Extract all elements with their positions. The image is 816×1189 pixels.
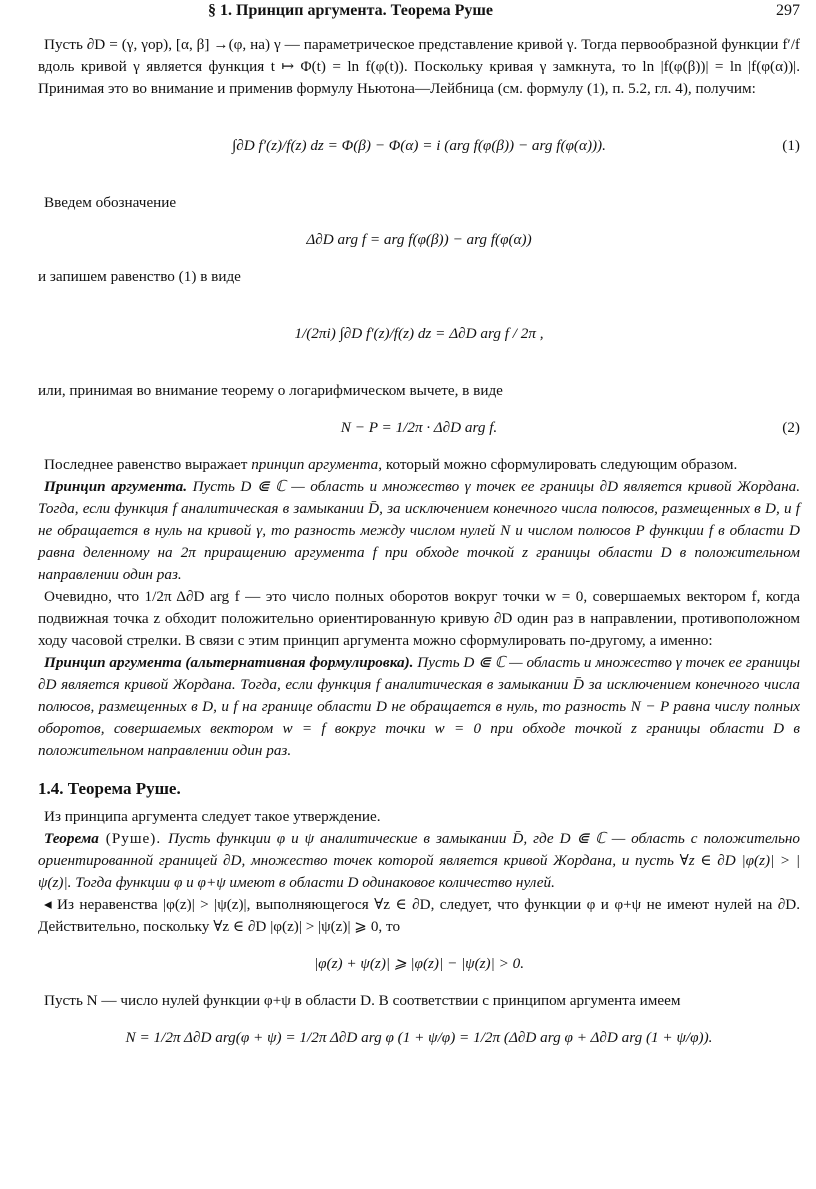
- paragraph: Пусть N — число нулей функции φ+ψ в области D. В соответствии с принципом аргумента имеем: [44, 992, 681, 1009]
- section-heading: 1.4. Теорема Руше.: [38, 779, 181, 798]
- theorem-argument-principle-alt: Принцип аргумента (альтернативная формулировка). Пусть D ⋐ ℂ — область и множество γ точек ее границы ∂D является кривой Жордана. Тогда, если функция f аналитическая в замыкании D̄ за исключением конечного числа полюсов, размещенных в D, и f на границе области D не обращается в нуль, то разность N − P равна числу полных оборотов, совершаемых вектором w = f вокруг точки w = 0 при обходе точкой z границы области D в положительном направлении один раз.: [38, 654, 800, 759]
- theorem-argument-principle: Принцип аргумента. Пусть D ⋐ ℂ — область и множество γ точек ее границы ∂D является кривой Жордана. Тогда, если функция f аналитическая в замыкании D̄, за исключением конечного числа полюсов, размещенных в D, и f не обращается в нуль на кривой γ, то разность между числом нулей N и числом полюсов P функции f в области D равна деленному на 2π приращению аргумента f при обходе точкой z границы области D в положительном направлении один раз.: [38, 478, 800, 583]
- running-title: § 1. Принцип аргумента. Теорема Руше: [208, 2, 493, 19]
- theorem-heading: Принцип аргумента.: [44, 478, 188, 495]
- theorem-rouche: Теорема (Руше). Пусть функции φ и ψ аналитические в замыкании D̄, где D ⋐ ℂ — область с положительно ориентированной границей ∂D, множество точек которой является кривой Жордана, и пусть ∀z ∈ ∂D |φ(z)| > |ψ(z)|. Тогда функции φ и φ+ψ имеют в области D одинаковое количество нулей.: [38, 830, 801, 891]
- paragraph: Введем обозначение: [44, 194, 177, 211]
- paragraph: Последнее равенство выражает принцип аргумента, который можно сформулировать следующим образом.: [44, 456, 738, 473]
- equation-definition: Δ∂D arg f = arg f(φ(β)) − arg f(φ(α)): [306, 231, 532, 248]
- paragraph: Из принципа аргумента следует такое утверждение.: [44, 808, 381, 825]
- theorem-heading: Принцип аргумента (альтернативная формулировка).: [44, 654, 414, 671]
- paragraph: Очевидно, что 1/2π Δ∂D arg f — это число полных оборотов вокруг точки w = 0, совершаемых вектором f, когда подвижная точка z обходит положительно ориентированную кривую ∂D один раз в направлении, противоположном ходу часовой стрелки. В связи с этим принцип аргумента можно сформулировать по-другому, а именно:: [38, 588, 800, 649]
- paragraph: и запишем равенство (1) в виде: [38, 268, 241, 285]
- page-body: [38, 34, 800, 1064]
- paragraph: или, принимая во внимание теорему о логарифмическом вычете, в виде: [38, 382, 503, 399]
- term-argument-principle: принцип аргумента: [251, 456, 379, 473]
- equation-2: N − P = 1/2π · Δ∂D arg f. (2): [38, 408, 800, 448]
- running-header: [38, 2, 800, 26]
- equation-number: (1): [782, 137, 800, 154]
- equation-intermediate: 1/(2πi) ∫∂D f′(z)/f(z) dz = Δ∂D arg f / 2π ,: [294, 325, 544, 342]
- theorem-heading: Теорема: [44, 830, 99, 847]
- equation-1: ∫∂D f′(z)/f(z) dz = Φ(β) − Φ(α) = i (arg f(φ(β)) − arg f(φ(α))). (1): [38, 106, 800, 186]
- equation-number: (2): [782, 419, 800, 436]
- book-page: [38, 0, 800, 1189]
- equation-rouche-count: N = 1/2π Δ∂D arg(φ + ψ) = 1/2π Δ∂D arg φ (1 + ψ/φ) = 1/2π (Δ∂D arg φ + Δ∂D arg (1 + ψ/φ)).: [125, 1029, 713, 1046]
- theorem-name: (Руше).: [98, 830, 169, 847]
- equation-inequality: |φ(z) + ψ(z)| ⩾ |φ(z)| − |ψ(z)| > 0.: [313, 955, 525, 972]
- page-number: 297: [776, 2, 800, 19]
- proof-paragraph: ◂ Из неравенства |φ(z)| > |ψ(z)|, выполняющегося ∀z ∈ ∂D, следует, что функции φ и φ+ψ не имеют нулей на ∂D. Действительно, поскольку ∀z ∈ ∂D |φ(z)| > |ψ(z)| ⩾ 0, то: [38, 896, 800, 935]
- paragraph: Пусть ∂D = (γ, γор), [α, β] →(φ, на) γ — параметрическое представление кривой γ. Тогда первообразной функции f′/f вдоль кривой γ является функция t ↦ Φ(t) = ln f(φ(t)). Поскольку кривая γ замкнута, то ln |f(φ(β))| = ln |f(φ(α))|. Принимая это во внимание и применив формулу Ньютона—Лейбница (см. формулу (1), п. 5.2, гл. 4), получим:: [38, 36, 800, 97]
